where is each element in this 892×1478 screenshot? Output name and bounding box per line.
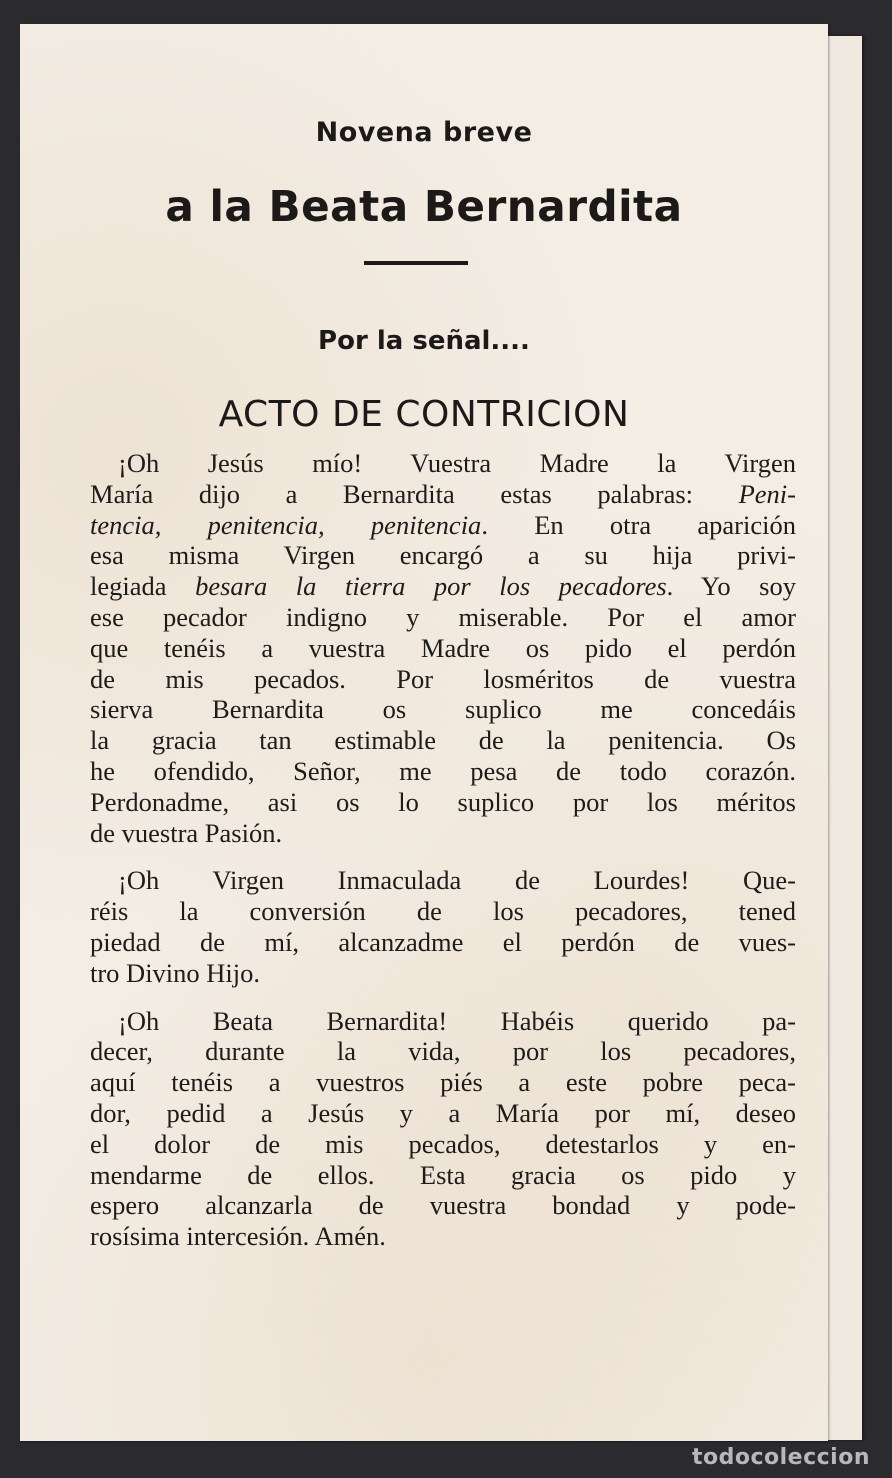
prayer-line: sierva Bernardita os suplico me concedáis <box>90 694 796 725</box>
prayer-line: ¡Oh Virgen Inmaculada de Lourdes! Que- <box>118 865 796 896</box>
prayer-line: de vuestra Pasión. <box>90 817 283 848</box>
prayer-line: la gracia tan estimable de la penitencia. Os <box>90 725 796 756</box>
prayer-line: réis la conversión de los pecadores, tened <box>90 896 796 927</box>
prayer-line: mendarme de ellos. Esta gracia os pido y <box>90 1159 796 1190</box>
prayer-line: María dijo a Bernardita estas palabras: Peni- <box>90 478 796 509</box>
prayer-card <box>20 24 828 1441</box>
prayer-line: dor, pedid a Jesús y a María por mí, deseo <box>90 1097 796 1128</box>
prayer-line: espero alcanzarla de vuestra bondad y pode- <box>90 1190 796 1221</box>
prayer-line: que tenéis a vuestra Madre os pido el perdón <box>90 632 796 663</box>
prayer-line: legiada besara la tierra por los pecadores. Yo soy <box>90 571 796 602</box>
prayer-line: ese pecador indigno y miserable. Por el amor <box>90 601 796 632</box>
title-divider <box>364 261 468 265</box>
prayer-paragraph <box>90 448 796 848</box>
prayer-line: tro Divino Hijo. <box>90 957 261 988</box>
prayer-line: decer, durante la vida, por los pecadores, <box>90 1036 796 1067</box>
prayer-line: ¡Oh Jesús mío! Vuestra Madre la Virgen <box>118 448 796 478</box>
prayer-paragraph <box>90 1006 796 1252</box>
prayer-line: esa misma Virgen encargó a su hija privi- <box>90 540 796 571</box>
prayer-line: aquí tenéis a vuestros piés a este pobre peca- <box>90 1067 796 1098</box>
sign-of-cross-line: Por la señal.... <box>318 326 530 356</box>
prayer-line: Perdonadme, asi os lo suplico por los méritos <box>90 786 796 817</box>
prayer-line: he ofendido, Señor, me pesa de todo corazón. <box>90 755 796 786</box>
title-novena-breve: Novena breve <box>315 117 533 148</box>
prayer-body <box>90 448 796 1269</box>
prayer-line: ¡Oh Beata Bernardita! Habéis querido pa- <box>118 1005 796 1036</box>
watermark: todocoleccion <box>691 1445 870 1470</box>
prayer-paragraph <box>90 865 796 988</box>
prayer-line: piedad de mí, alcanzadme el perdón de vues- <box>90 926 796 957</box>
prayer-line: tencia, penitencia, penitencia. En otra aparición <box>90 509 796 540</box>
act-of-contrition-heading: ACTO DE CONTRICION <box>218 394 630 435</box>
title-beata-bernardita: a la Beata Bernardita <box>165 182 683 232</box>
prayer-line: rosísima intercesión. Amén. <box>90 1221 386 1252</box>
prayer-line: el dolor de mis pecados, detestarlos y en- <box>90 1128 796 1159</box>
prayer-line: de mis pecados. Por losméritos de vuestra <box>90 663 796 694</box>
